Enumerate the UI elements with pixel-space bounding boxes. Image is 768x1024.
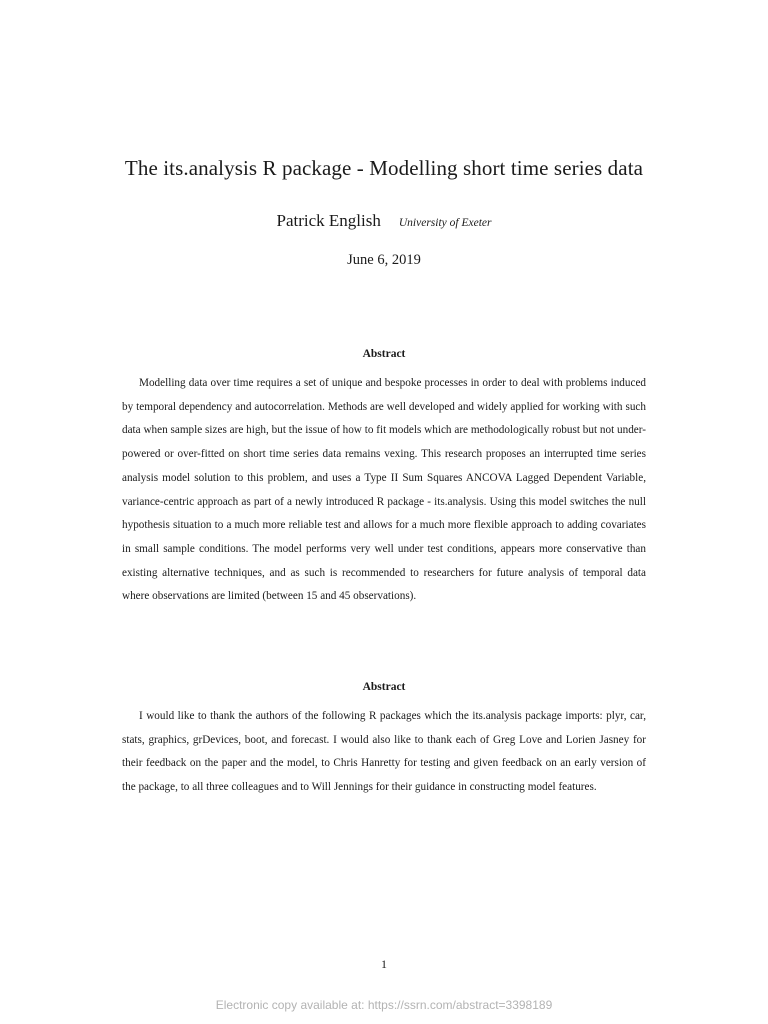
acknowledgements-body: I would like to thank the authors of the following R packages which the its.analysis package imports: plyr, car, stats, graphics, grDevices, boot, and forecast. I would also like to thank each of Greg Love and Lorien Jasney for their feedback on the paper and the model, to Chris Hanretty for testing and given feedback on an early version of the package, to all three colleagues and to Will Jennings for their guidance in constructing model features. xyxy=(122,710,646,794)
page-number: 1 xyxy=(381,957,387,971)
abstract-heading: Abstract xyxy=(362,348,406,360)
paper-date: June 6, 2019 xyxy=(347,252,421,268)
abstract-body: Modelling data over time requires a set of unique and bespoke processes in order to deal with problems induced by temporal dependency and autocorrelation. Methods are well developed and widely applied for working with such data when sample sizes are high, but the issue of how to fit models which are methodologically robust but not under-powered or over-fitted on short time series data remains vexing. This research proposes an interrupted time series analysis model solution to this problem, and uses a Type II Sum Squares ANCOVA Lagged Dependent Variable, variance-centric approach as part of a newly introduced R package - its.analysis. Using this model switches the null hypothesis situation to a much more reliable test and allows for a much more flexible approach to adding covariates in small sample conditions. The model performs very well under test conditions, appears more conservative than existing alternative techniques, and as such is recommended to researchers for future analysis of temporal data where observations are limited (between 15 and 45 observations). xyxy=(122,377,646,603)
author-line xyxy=(0,211,768,231)
acknowledgements-heading: Abstract xyxy=(362,681,406,693)
ssrn-footer-link[interactable]: Electronic copy available at: https://ssrn.com/abstract=3398189 xyxy=(215,998,553,1012)
author-name: Patrick English xyxy=(276,211,381,230)
paper-title: The its.analysis R package - Modelling short time series data xyxy=(124,156,644,180)
author-affiliation: University of Exeter xyxy=(398,217,492,229)
